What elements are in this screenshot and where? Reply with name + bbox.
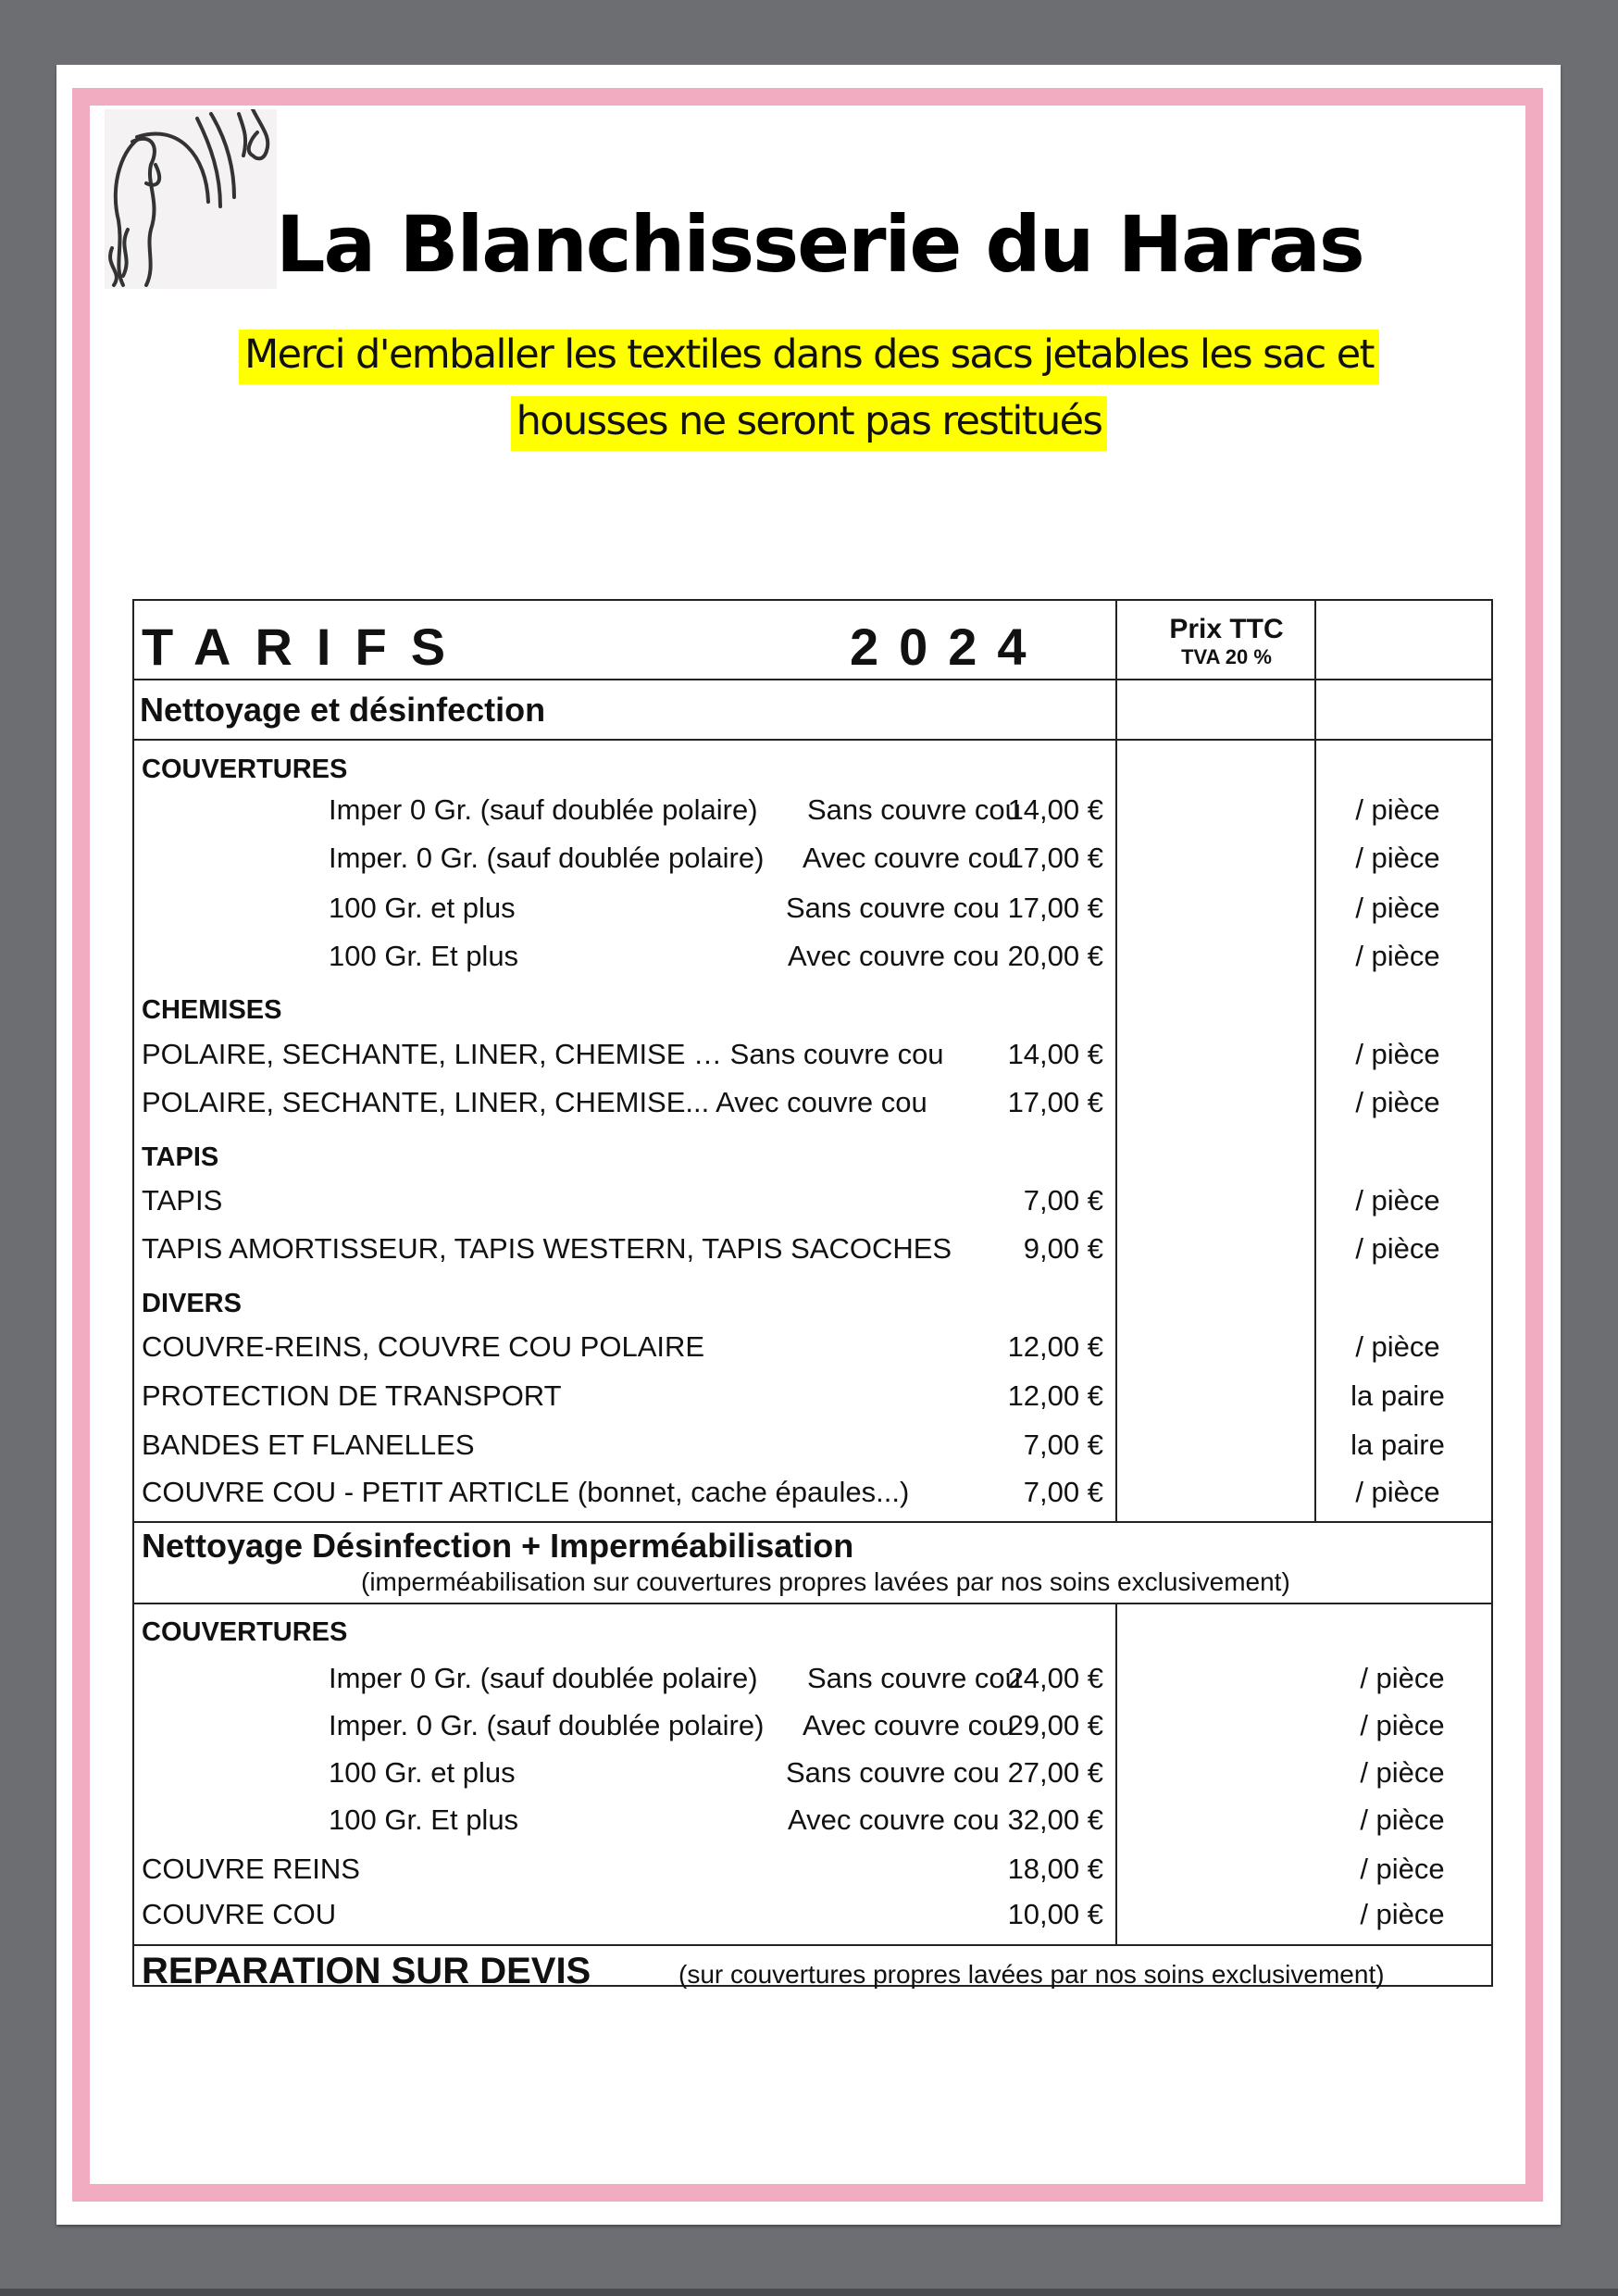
- item-label: Imper. 0 Gr. (sauf doublée polaire): [329, 1709, 765, 1741]
- table-rule: [134, 1603, 1491, 1604]
- item-price: 14,00 €: [1007, 793, 1103, 826]
- item-price: 18,00 €: [1007, 1853, 1103, 1885]
- item-unit: / pièce: [1360, 1709, 1445, 1741]
- item-label: 100 Gr. et plus: [329, 892, 516, 924]
- item-price: 27,00 €: [1007, 1756, 1103, 1789]
- price-column-divider: [1115, 601, 1117, 1523]
- item-label: PROTECTION DE TRANSPORT: [142, 1379, 562, 1412]
- item-option: Sans couvre cou: [807, 793, 1021, 826]
- item-label: 100 Gr. Et plus: [329, 1803, 519, 1836]
- item-label: Imper. 0 Gr. (sauf doublée polaire): [329, 842, 765, 874]
- item-price: 20,00 €: [1007, 940, 1103, 972]
- table-rule: [134, 1521, 1491, 1523]
- page-title: La Blanchisserie du Haras: [276, 199, 1363, 290]
- notice-highlight-1: Merci d'emballer les textiles dans des sacs jetables les sac et: [239, 330, 1379, 384]
- item-unit: / pièce: [1355, 1330, 1440, 1363]
- item-label: BANDES ET FLANELLES: [142, 1429, 475, 1461]
- item-price: 29,00 €: [1007, 1709, 1103, 1741]
- item-label: COUVRE-REINS, COUVRE COU POLAIRE: [142, 1330, 705, 1363]
- item-unit: / pièce: [1355, 1184, 1440, 1217]
- item-label: Imper 0 Gr. (sauf doublée polaire): [329, 1662, 758, 1694]
- item-price: 9,00 €: [1023, 1232, 1103, 1265]
- item-label: COUVRE REINS: [142, 1853, 360, 1885]
- item-price: 17,00 €: [1007, 892, 1103, 924]
- item-unit: / pièce: [1355, 1038, 1440, 1070]
- unit-column-divider: [1314, 601, 1316, 1523]
- item-price: 12,00 €: [1007, 1379, 1103, 1412]
- item-unit: / pièce: [1360, 1898, 1445, 1930]
- item-option: Avec couvre cou: [788, 1803, 1000, 1836]
- section-title: Nettoyage et désinfection: [140, 691, 546, 729]
- item-label: POLAIRE, SECHANTE, LINER, CHEMISE... Avec couvre cou: [142, 1086, 927, 1118]
- repair-note: (sur couvertures propres lavées par nos soins exclusivement): [678, 1960, 1385, 1989]
- category-heading: CHEMISES: [142, 995, 282, 1025]
- category-heading: COUVERTURES: [142, 1617, 348, 1647]
- tarifs-year: 2024: [850, 618, 1047, 676]
- item-unit: la paire: [1350, 1429, 1445, 1461]
- horse-head-sketch-icon: [105, 109, 277, 289]
- notice-line-2: [0, 396, 1618, 451]
- item-unit: / pièce: [1360, 1756, 1445, 1789]
- item-option: Avec couvre cou: [788, 940, 1000, 972]
- category-heading: COUVERTURES: [142, 755, 348, 784]
- item-price: 14,00 €: [1007, 1038, 1103, 1070]
- item-option: Sans couvre cou: [786, 892, 1000, 924]
- item-price: 17,00 €: [1007, 842, 1103, 874]
- tarifs-heading: TARIFS: [142, 618, 470, 676]
- notice-highlight-2: housses ne seront pas restitués: [511, 396, 1108, 451]
- item-price: 7,00 €: [1023, 1429, 1103, 1461]
- item-label: POLAIRE, SECHANTE, LINER, CHEMISE … Sans couvre cou: [142, 1038, 944, 1070]
- item-price: 7,00 €: [1023, 1184, 1103, 1217]
- table-rule: [134, 1944, 1491, 1946]
- item-label: COUVRE COU: [142, 1898, 337, 1930]
- item-price: 32,00 €: [1007, 1803, 1103, 1836]
- table-rule: [134, 679, 1491, 680]
- item-option: Sans couvre cou: [807, 1662, 1021, 1694]
- viewer-bottom-bar: [0, 2289, 1618, 2296]
- section-subtitle: (imperméabilisation sur couvertures propres lavées par nos soins exclusivement): [361, 1567, 1290, 1596]
- item-option: Sans couvre cou: [786, 1756, 1000, 1789]
- price-table: [132, 599, 1493, 1991]
- table-rule: [134, 739, 1491, 741]
- item-label: COUVRE COU - PETIT ARTICLE (bonnet, cache épaules...): [142, 1476, 910, 1508]
- item-unit: / pièce: [1355, 892, 1440, 924]
- item-label: 100 Gr. Et plus: [329, 940, 519, 972]
- item-unit: / pièce: [1355, 842, 1440, 874]
- category-heading: TAPIS: [142, 1142, 219, 1172]
- repair-heading: REPARATION SUR DEVIS: [142, 1951, 591, 1991]
- item-unit: / pièce: [1355, 1232, 1440, 1265]
- item-label: TAPIS: [142, 1184, 223, 1217]
- item-label: Imper 0 Gr. (sauf doublée polaire): [329, 793, 758, 826]
- tax-note: TVA 20 %: [1181, 645, 1272, 668]
- price-column-divider: [1115, 1603, 1117, 1946]
- item-price: 17,00 €: [1007, 1086, 1103, 1118]
- item-price: 24,00 €: [1007, 1662, 1103, 1694]
- price-column-heading: Prix TTC: [1169, 614, 1284, 644]
- item-price: 12,00 €: [1007, 1330, 1103, 1363]
- item-price: 7,00 €: [1023, 1476, 1103, 1508]
- item-unit: / pièce: [1355, 940, 1440, 972]
- item-unit: / pièce: [1355, 1476, 1440, 1508]
- item-unit: / pièce: [1355, 793, 1440, 826]
- item-price: 10,00 €: [1007, 1898, 1103, 1930]
- item-unit: / pièce: [1360, 1662, 1445, 1694]
- item-option: Avec couvre cou: [803, 842, 1014, 874]
- item-unit: / pièce: [1360, 1853, 1445, 1885]
- item-unit: la paire: [1350, 1379, 1445, 1412]
- notice-line-1: [0, 330, 1618, 384]
- item-label: TAPIS AMORTISSEUR, TAPIS WESTERN, TAPIS SACOCHES: [142, 1232, 952, 1265]
- item-unit: / pièce: [1355, 1086, 1440, 1118]
- item-label: 100 Gr. et plus: [329, 1756, 516, 1789]
- section-title: Nettoyage Désinfection + Imperméabilisation: [142, 1527, 854, 1565]
- item-option: Avec couvre cou: [803, 1709, 1014, 1741]
- item-unit: / pièce: [1360, 1803, 1445, 1836]
- category-heading: DIVERS: [142, 1289, 242, 1318]
